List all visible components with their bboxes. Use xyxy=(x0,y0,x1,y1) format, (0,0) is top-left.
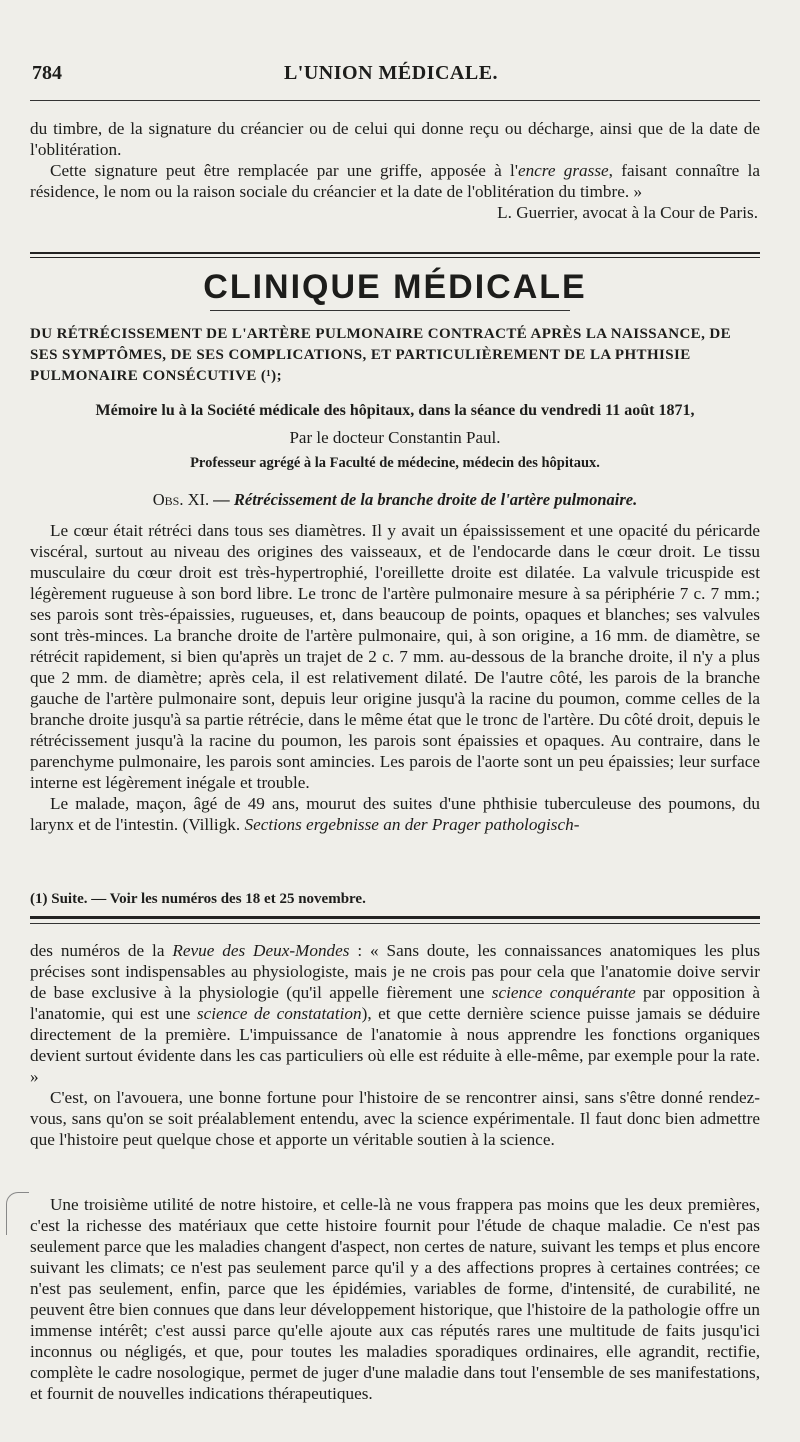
feuilleton-paragraph-3: Une troisième utilité de notre histoire, et celle-là ne vous frappera pas moins que les deux premières, c'est la richesse des matériaux que cette histoire fournit pour l'étude de chaque maladie. Ce n'est pas seulement parce que les maladies changent d'aspect, non certes de nature, suivant les temps et plus encore suivant les climats; ce n'est pas seulement parce qu'il y a des affections propres à certaines contrées; ce n'est pas seulement, enfin, parce que les épidémies, variables de forme, d'intensité, de curabilité, ne peuvent être bien connues que dans leur développement historique, que l'histoire de la pathologie offre un immense intérêt; c'est aussi parce qu'elle ajoute aux cas réputés rares une multitude de faits jusqu'ici inconnus ou négligés, et que, pour toutes les maladies sporadiques ordinaires, elle agrandit, rectifie, complète le cadre nosologique, permet de juger d'une maladie dans tout l'ensemble de ses manifestations, et fournit de nouvelles indications thérapeutiques. xyxy=(30,1195,760,1403)
legal-text-continuation xyxy=(30,118,760,223)
observation-title: — Rétrécissement de la branche droite de l'artère pulmonaire. xyxy=(213,490,638,509)
feuilleton-paragraph-2: C'est, on l'avouera, une bonne fortune pour l'histoire de se rencontrer ainsi, sans s'être donné rendez-vous, sans qu'on se soit préalablement entendu, avec la science expérimentale. Il faut donc bien admettre que l'histoire peut quelque chose et apporte un véritable soutien à la science. xyxy=(30,1088,760,1149)
legal-paragraph-2: Cette signature peut être remplacée par une griffe, apposée à l'encre grasse, faisant connaître la résidence, le nom ou la raison sociale du créancier et la date de l'oblitération du timbre. » xyxy=(30,161,760,201)
author-credentials: Professeur agrégé à la Faculté de médecine, médecin des hôpitaux. xyxy=(190,455,600,471)
feuilleton-rule-lower xyxy=(30,923,760,924)
margin-bracket-mark xyxy=(6,1192,29,1235)
article-paragraph-1: Le cœur était rétréci dans tous ses diamètres. Il y avait un épaississement et une opacité du péricarde viscéral, surtout au niveau des origines des vaisseaux, et de l'endocarde dans le cœur droit. Le tissu musculaire du cœur droit est très-hypertrophié, l'oreillette droite est dilatée. La valvule tricuspide est légèrement rugueuse à son bord libre. Le tronc de l'artère pulmonaire mesure à sa périphérie 7 c. 7 mm.; ses parois sont très-épaissies, rugueuses, et, dans beaucoup de points, opaques et blanches; ses valvules sont très-minces. La branche droite de l'artère pulmonaire, qui, à son origine, a 16 mm. de diamètre, se rétrécit rapidement, si bien qu'après un trajet de 2 c. 7 mm. au-dessous de la branche droite, il n'y a plus que 2 mm. de diamètre; après cela, il est relativement dilaté. De l'autre côté, les parois de la branche gauche de l'artère pulmonaire sont, depuis leur origine jusqu'à la racine du poumon, comme celles de la branche droite jusqu'à sa partie rétrécie, dans le même état que le tronc de l'artère. Du côté droit, depuis le rétrécissement jusqu'à la racine du poumon, les parois sont épaissies et opaques. Au contraire, dans le parenchyme pulmonaire, les parois sont amincies. Les parois de l'aorte sont un peu épaissies; leur surface interne est légèrement inégale et trouble. xyxy=(30,521,760,792)
footnote: (1) Suite. — Voir les numéros des 18 et 25 novembre. xyxy=(30,891,366,907)
title-underline xyxy=(210,310,570,311)
article-paragraph-2: Le malade, maçon, âgé de 49 ans, mourut des suites d'une phthisie tuberculeuse des poumons, du larynx et de l'intestin. (Villigk. Sections ergebnisse an der Prager pathologisch- xyxy=(30,794,760,834)
feuilleton-paragraph-1: des numéros de la Revue des Deux-Mondes : « Sans doute, les connaissances anatomiques les plus précises sont indispensables au physiologiste, mais je ne crois pas pour cela que l'anatomie doive servir de base exclusive à la physiologie (qu'il appelle fièrement une science conquérante par opposition à l'anatomie, qui est une science de constatation), et que cette dernière science puisse jamais se déduire directement de la première. L'impuissance de l'anatomie à nous apprendre les fonctions organiques devient surtout évidente dans les cas particuliers où elle est réduite à elle-même, par exemple pour la rate. » xyxy=(30,941,761,1086)
article-title: DU RÉTRÉCISSEMENT DE L'ARTÈRE PULMONAIRE CONTRACTÉ APRÈS LA NAISSANCE, DE SES SYMPTÔMES, DE SES COMPLICATIONS, ET PARTICULIÈREMENT DE LA PHTHISIE PULMONAIRE CONSÉCUTIVE (¹); xyxy=(30,326,732,384)
journal-title: L'UNION MÉDICALE. xyxy=(283,62,499,84)
article-body xyxy=(30,520,760,835)
section-title: CLINIQUE MÉDICALE xyxy=(203,268,587,306)
page-header xyxy=(30,62,752,90)
header-rule xyxy=(30,100,760,101)
author-line: Par le docteur Constantin Paul. xyxy=(289,428,501,447)
memoire-line: Mémoire lu à la Société médicale des hôpitaux, dans la séance du vendredi 11 août 1871, xyxy=(95,402,695,419)
page-number: 784 xyxy=(32,62,62,84)
signature: L. Guerrier, avocat à la Cour de Paris. xyxy=(497,203,758,222)
feuilleton-rule-upper xyxy=(30,916,760,919)
observation-label: Obs. XI. xyxy=(152,490,210,509)
legal-paragraph-1: du timbre, de la signature du créancier ou de celui qui donne reçu ou décharge, ainsi que de la date de l'oblitération. xyxy=(30,119,760,159)
section-double-rule xyxy=(30,252,760,258)
feuilleton-body-continued xyxy=(30,1194,760,1404)
feuilleton-body xyxy=(30,940,760,1150)
observation-heading xyxy=(30,490,760,510)
